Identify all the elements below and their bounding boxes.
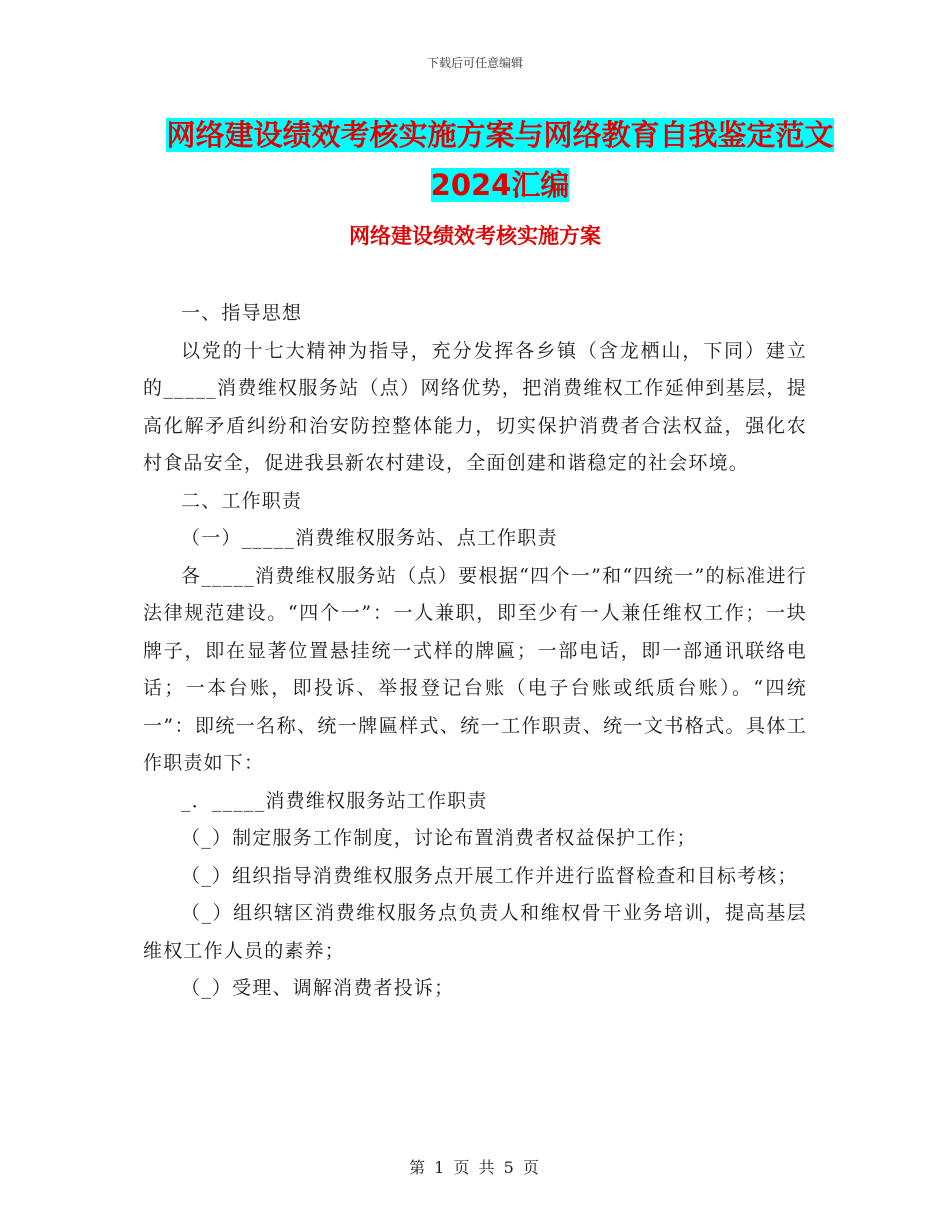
paragraph: （_）组织指导消费维权服务点开展工作并进行监督检查和目标考核； [181,864,798,887]
header-note: 下载后可任意编辑 [426,56,523,70]
paragraph: （_）组织辖区消费维权服务点负责人和维权骨干业务培训，提高基层维权工作人员的素养； [143,902,807,962]
section-title: 网络建设绩效考核实施方案 [349,224,601,248]
paragraph: （一）_____消费维权服务站、点工作职责 [181,527,558,549]
paragraph: （_）受理、调解消费者投诉； [181,977,455,999]
document-title-line1: 网络建设绩效考核实施方案与网络教育自我鉴定范文 [166,118,834,152]
paragraph: 以党的十七大精神为指导，充分发挥各乡镇（含龙栖山，下同）建立的_____消费维权服务站（点）网络优势，把消费维权工作延伸到基层，提高化解矛盾纠纷和治安防控整体能力，切实保护消费者合法权益，强化农村食品安全，促进我县新农村建设，全面创建和谐稳定的社会环境。 [143,339,807,474]
paragraph: _．_____消费维权服务站工作职责 [181,789,488,812]
document-title-line2: 2024汇编 [430,168,570,202]
document-title [150,110,850,210]
paragraph: （_）制定服务工作制度，讨论布置消费者权益保护工作； [181,827,697,849]
paragraph: 各_____消费维权服务站（点）要根据“四个一”和“四统一”的标准进行法律规范建设。“四个一”：一人兼职，即至少有一人兼任维权工作；一块牌子，即在显著位置悬挂统一式样的牌匾；一部电话，即一部通讯联络电话；一本台账，即投诉、举报登记台账（电子台账或纸质台账）。“四统一”：即统一名称、统一牌匾样式、统一工作职责、统一文书格式。具体工作职责如下： [143,564,807,774]
document-body [143,295,807,1008]
paragraph: 一、指导思想 [181,302,303,324]
paragraph: 二、工作职责 [181,489,303,512]
page-footer: 第 1 页 共 5 页 [409,1158,541,1177]
